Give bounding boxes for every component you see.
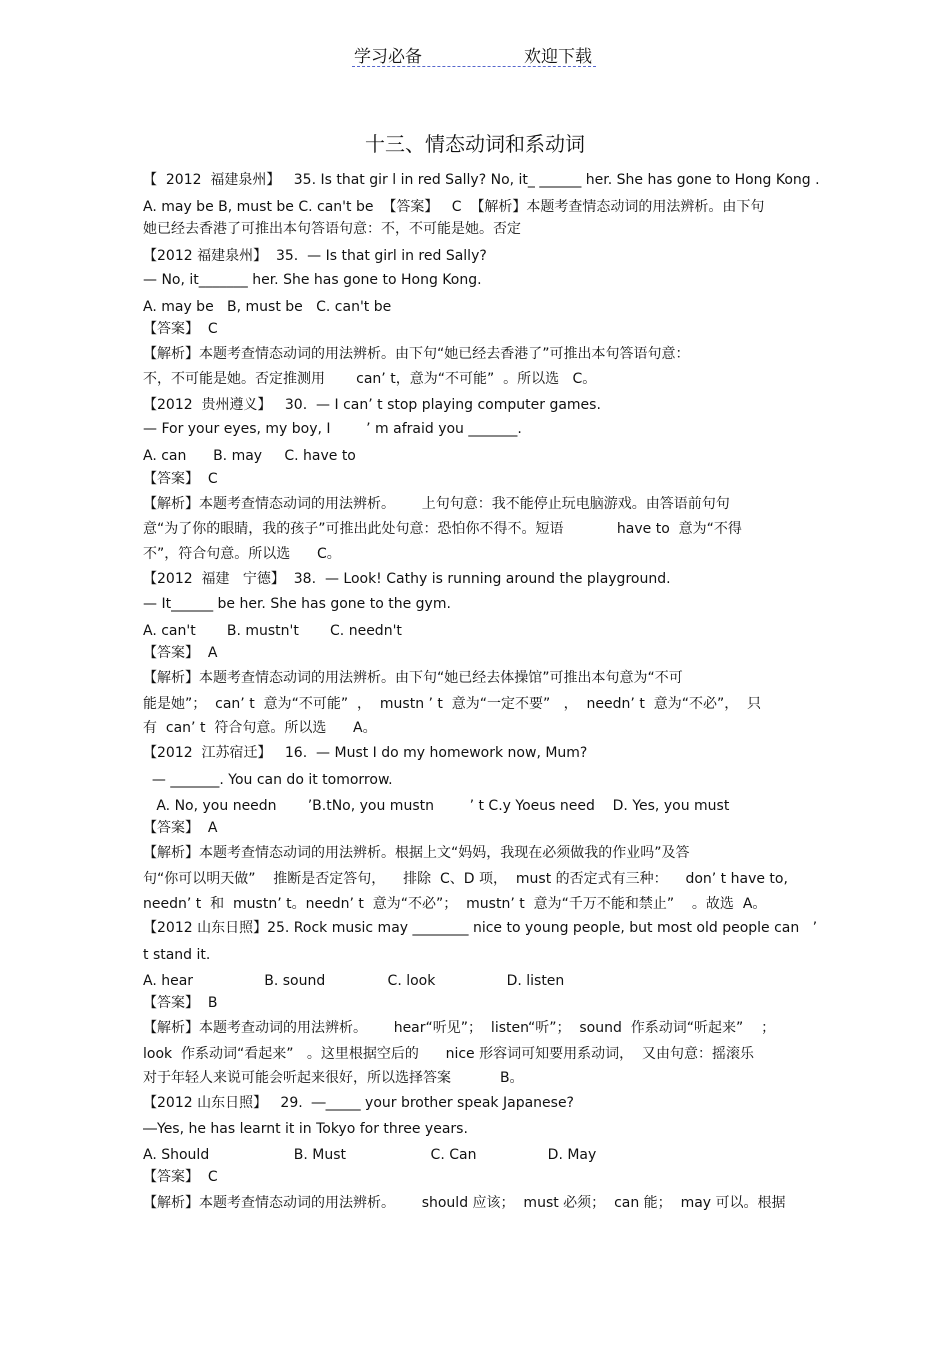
text-line: 【答案】 A (143, 820, 218, 836)
header-right-text: 欢迎下载 (524, 47, 592, 67)
text-line: t stand it. (143, 947, 211, 963)
text-line: 【答案】 B (143, 995, 218, 1011)
text-line: 意“为了你的眼睛，我的孩子”可推出此处句意：恐怕你不得不。短语 have to 意为“不得 (143, 521, 742, 537)
text-line: 【2012 福建泉州】 35. — Is that girl in red Sally? (143, 248, 487, 264)
text-line: A. can B. may C. have to (143, 448, 356, 464)
text-line: 【解析】本题考查情态动词的用法辨析。由下句“她已经去体操馆”可推出本句意为“不可 (143, 670, 683, 686)
text-line: 【答案】 A (143, 645, 218, 661)
text-line: — For your eyes, my boy, I ’ m afraid you _______. (143, 421, 522, 437)
text-line: 【答案】 C (143, 1169, 218, 1185)
text-line: 【答案】 C (143, 321, 218, 337)
text-line: look 作系动词“看起来” 。这里根据空后的 nice 形容词可知要用系动词， 又由句意：摇滚乐 (143, 1046, 755, 1062)
header-left-text: 学习必备 (354, 47, 422, 67)
text-line: A. Should B. Must C. Can D. May (143, 1147, 597, 1163)
text-line: 【答案】 C (143, 471, 218, 487)
text-line: ―Yes, he has learnt it in Tokyo for three years. (143, 1121, 468, 1137)
text-line: 不，不可能是她。否定推测用 can’ t，意为“不可能” 。所以选 C。 (143, 371, 597, 387)
text-line: A. No, you needn ’B.tNo, you mustn ’ t C.y Yoeus need D. Yes, you must (143, 798, 730, 814)
text-line: A. may be B, must be C. can't be 【答案】 C 【解析】本题考查情态动词的用法辨析。由下句 (143, 199, 765, 215)
text-line: 对于年轻人来说可能会听起来很好，所以选择答案 B。 (143, 1070, 524, 1086)
text-line: A. may be B, must be C. can't be (143, 299, 392, 315)
text-line: A. hear B. sound C. look D. listen (143, 973, 565, 989)
text-line: 【2012 山东日照】25. Rock music may ________ nice to young people, but most old people can ’ (143, 920, 818, 936)
text-line: 【解析】本题考查情态动词的用法辨析。 should 应该； must 必须； can 能； may 可以。根据 (143, 1195, 786, 1211)
text-line: — _______. You can do it tomorrow. (143, 772, 393, 788)
text-line: 【解析】本题考查情态动词的用法辨析。 上句句意：我不能停止玩电脑游戏。由答语前句句 (143, 496, 730, 512)
text-line: 【 2012 福建泉州】 35. Is that gir l in red Sally? No, it_ ______ her. She has gone to Hong Kong . (143, 172, 820, 188)
text-line: 她已经去香港了可推出本句答语句意：不，不可能是她。否定 (143, 221, 521, 237)
text-line: 【2012 贵州遵义】 30. — I can’ t stop playing computer games. (143, 397, 601, 413)
text-line: 句“你可以明天做” 推断是否定答句， 排除 C、D 项， must 的否定式有三种： don’ t have to, (143, 871, 788, 887)
text-line: — It______ be her. She has gone to the gym. (143, 596, 451, 612)
text-line: 能是她”； can’ t 意为“不可能” ， mustn ’ t 意为“一定不要” ， needn’ t 意为“不必”， 只 (143, 696, 762, 712)
page-header (352, 40, 596, 67)
text-line: 【解析】本题考查动词的用法辨析。 hear“听见”； listen“听”； sound 作系动词“听起来” ； (143, 1020, 776, 1036)
text-line: needn’ t 和 mustn’ t。needn’ t 意为“不必”； mustn’ t 意为“千万不能和禁止” 。故选 A。 (143, 896, 767, 912)
text-line: A. can't B. mustn't C. needn't (143, 623, 402, 639)
text-line: 【2012 福建 宁德】 38. — Look! Cathy is running around the playground. (143, 571, 671, 587)
text-line: 【解析】本题考查情态动词的用法辨析。根据上文“妈妈，我现在必须做我的作业吗”及答 (143, 845, 690, 861)
text-line: 【2012 江苏宿迁】 16. — Must I do my homework now, Mum? (143, 745, 588, 761)
text-line: 【解析】本题考查情态动词的用法辨析。由下句“她已经去香港了”可推出本句答语句意： (143, 346, 690, 362)
text-line: 【2012 山东日照】 29. ―_____ your brother speak Japanese? (143, 1095, 574, 1111)
text-line: — No, it_______ her. She has gone to Hong Kong. (143, 272, 482, 288)
document-title: 十三、情态动词和系动词 (365, 132, 585, 156)
text-line: 有 can’ t 符合句意。所以选 A。 (143, 720, 377, 736)
text-line: 不”，符合句意。所以选 C。 (143, 546, 341, 562)
